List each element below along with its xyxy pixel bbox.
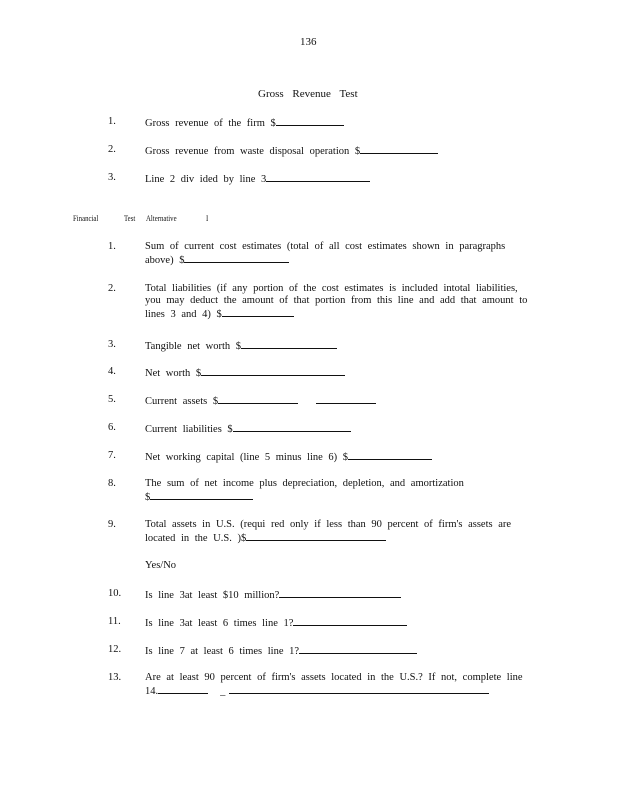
- item-13-blank-1[interactable]: [158, 684, 208, 694]
- item-6: [145, 422, 351, 435]
- item-1: [145, 241, 505, 266]
- item-6-text: Current liabilities $: [145, 424, 233, 435]
- item-12-number: 12.: [108, 644, 122, 655]
- item-3: [145, 339, 337, 352]
- item-1-line-1: Sum of current cost estimates (total of all cost estimates shown in paragraphs: [145, 241, 506, 252]
- item-5-blank-1[interactable]: [218, 394, 298, 404]
- gr-item-1-number: 1.: [108, 116, 116, 127]
- financial-word: Financial: [73, 213, 99, 223]
- item-7-text: Net working capital (line 5 minus line 6) $: [145, 452, 349, 463]
- item-13-dash: _: [220, 686, 226, 697]
- item-9-line-2: located in the U.S. )$: [145, 533, 247, 544]
- test-word: Test: [124, 213, 136, 223]
- item-8-line-1: The sum of net income plus depreciation, depletion, and amortization: [145, 478, 464, 489]
- item-7-number: 7.: [108, 450, 116, 461]
- item-1-blank[interactable]: [184, 253, 289, 263]
- alternative-number: I: [206, 213, 209, 223]
- item-2-number: 2.: [108, 283, 116, 294]
- item-13-blank-2[interactable]: [229, 684, 489, 694]
- gr-item-3: [145, 172, 370, 185]
- item-7: [145, 450, 432, 463]
- item-3-blank[interactable]: [241, 339, 337, 349]
- item-2-line-1: Total liabilities (if any portion of the cost estimates is included intotal liabilities,: [145, 283, 518, 294]
- item-8-blank[interactable]: [150, 490, 253, 500]
- item-10-text: Is line 3at least $10 million?: [145, 590, 280, 601]
- item-4: [145, 366, 345, 379]
- item-12-blank[interactable]: [299, 644, 417, 654]
- item-8-line-2: $: [145, 492, 151, 503]
- item-13-line-1: Are at least 90 percent of firm's assets located in the U.S.? If not, complete line: [145, 672, 523, 683]
- item-6-number: 6.: [108, 422, 116, 433]
- item-13: [145, 672, 523, 697]
- item-1-number: 1.: [108, 241, 116, 252]
- item-12-text: Is line 7 at least 6 times line 1?: [145, 646, 300, 657]
- item-10: [145, 588, 401, 601]
- item-1-line-2: above) $: [145, 255, 185, 266]
- item-6-blank[interactable]: [233, 422, 351, 432]
- item-5-text: Current assets $: [145, 396, 219, 407]
- gr-item-3-number: 3.: [108, 172, 116, 183]
- item-13-number: 13.: [108, 672, 122, 683]
- item-10-number: 10.: [108, 588, 122, 599]
- gr-item-2-number: 2.: [108, 144, 116, 155]
- section-title: Gross Revenue Test: [258, 88, 358, 100]
- item-5-blank-2[interactable]: [316, 394, 376, 404]
- item-2-line-3: lines 3 and 4) $: [145, 309, 222, 320]
- item-8-number: 8.: [108, 478, 116, 489]
- yes-no-header: Yes/No: [145, 560, 177, 571]
- item-2-blank[interactable]: [222, 307, 294, 317]
- gr-item-2-blank[interactable]: [360, 144, 438, 154]
- page-number: 136: [300, 36, 317, 48]
- item-11: [145, 616, 407, 629]
- item-5-number: 5.: [108, 394, 116, 405]
- gr-item-1-text: Gross revenue of the firm $: [145, 118, 276, 129]
- item-3-text: Tangible net worth $: [145, 341, 242, 352]
- item-8: [145, 478, 464, 503]
- gr-item-2-text: Gross revenue from waste disposal operation $: [145, 146, 361, 157]
- item-9-blank[interactable]: [246, 531, 386, 541]
- gr-item-1-blank[interactable]: [276, 116, 344, 126]
- alternative-word: Alternative: [146, 213, 177, 223]
- item-4-text: Net worth $: [145, 368, 202, 379]
- item-9-number: 9.: [108, 519, 116, 530]
- item-4-blank[interactable]: [201, 366, 345, 376]
- item-4-number: 4.: [108, 366, 116, 377]
- item-11-blank[interactable]: [293, 616, 407, 626]
- item-9: [145, 519, 511, 544]
- item-3-number: 3.: [108, 339, 116, 350]
- item-11-text: Is line 3at least 6 times line 1?: [145, 618, 294, 629]
- item-13-line-2: 14.: [145, 686, 159, 697]
- item-9-line-1: Total assets in U.S. (requi red only if less than 90 percent of firm's assets are: [145, 519, 512, 530]
- item-12: [145, 644, 417, 657]
- item-10-blank[interactable]: [279, 588, 401, 598]
- item-2: [145, 283, 527, 320]
- item-5: [145, 394, 376, 407]
- item-2-line-2: you may deduct the amount of that portion from this line and add that amount to: [145, 295, 528, 306]
- gr-item-2: [145, 144, 438, 157]
- item-11-number: 11.: [108, 616, 121, 627]
- gr-item-3-blank[interactable]: [266, 172, 370, 182]
- gr-item-1: [145, 116, 344, 129]
- item-7-blank[interactable]: [348, 450, 432, 460]
- gr-item-3-text: Line 2 div ided by line 3: [145, 174, 267, 185]
